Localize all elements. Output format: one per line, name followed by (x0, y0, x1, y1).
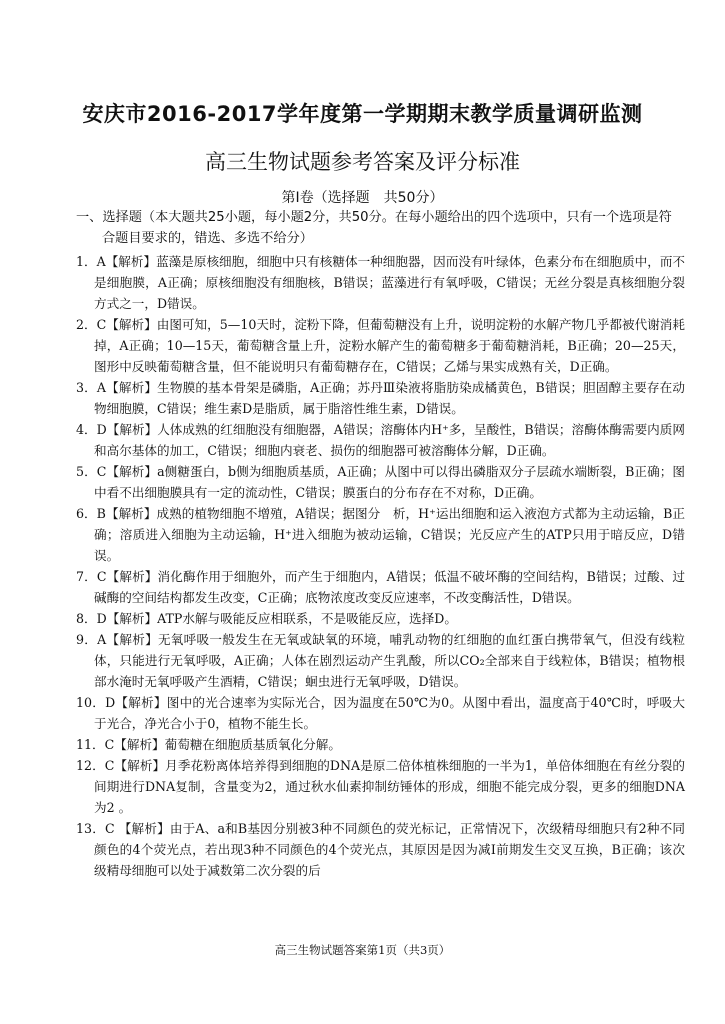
answer-item-9: 9．A【解析】无氧呼吸一般发生在无氧或缺氧的环境，哺乳动物的红细胞的血红蛋白携带氧气，但没有线粒体，只能进行无氧呼吸，A正确；人体在剧烈运动产生乳酸，所以CO₂全部来自于线粒体，B错误；植物根部水淹时无氧呼吸产生酒精，C错误；蛔虫进行无氧呼吸，D错误。 (76, 632, 685, 689)
answer-item-13: 13．C 【解析】由于A、a和B基因分别被3种不同颜色的荧光标记，正常情况下，次级精母细胞只有2种不同颜色的4个荧光点，若出现3种不同颜色的4个荧光点，其原因是因为减Ⅰ前期发生交叉互换，B正确；该次级精母细胞可以处于减数第二次分裂的后 (76, 821, 685, 878)
answer-item-5: 5．C【解析】a侧糖蛋白，b侧为细胞质基质，A正确；从图中可以得出磷脂双分子层疏水端断裂，B正确；图中看不出细胞膜具有一定的流动性，C错误；膜蛋白的分布存在不对称，D正确。 (76, 464, 685, 500)
answer-item-6: 6．B【解析】成熟的植物细胞不增殖，A错误；据图分 析，H⁺运出细胞和运入液泡方式都为主动运输，B正确；溶质进入细胞为主动运输，H⁺进入细胞为被动运输，C错误；光反应产生的ATP只用于暗反应，D错误。 (76, 506, 685, 563)
volume-heading: 第Ⅰ卷（选择题 共50分） (281, 190, 444, 206)
answer-item-2: 2．C【解析】由图可知，5—10天时，淀粉下降，但葡萄糖没有上升，说明淀粉的水解产物几乎都被代谢消耗掉，A正确；10—15天，葡萄糖含量上升，淀粉水解产生的葡萄糖多于葡萄糖消耗，B正确；20—25天，图形中反映葡萄糖含量，但不能说明只有葡萄糖存在，C错误；乙烯与果实成熟有关，D正确。 (76, 317, 685, 374)
page-footer: 高三生物试题答案第1页（共3页） (274, 943, 451, 957)
answer-item-12: 12．C【解析】月季花粉离体培养得到细胞的DNA是原二倍体植株细胞的一半为1，单倍体细胞在有丝分裂的间期进行DNA复制，含量变为2，通过秋水仙素抑制纺锤体的形成，细胞不能完成分裂，更多的细胞DNA为2 。 (76, 758, 685, 815)
page-subtitle: 高三生物试题参考答案及评分标准 (205, 150, 520, 174)
answer-list (76, 251, 685, 881)
answer-item-7: 7．C【解析】消化酶作用于细胞外，而产生于细胞内，A错误；低温不破坏酶的空间结构，B错误；过酸、过碱酶的空间结构都发生改变，C正确；底物浓度改变反应速率，不改变酶活性，D错误。 (76, 569, 685, 605)
answer-item-8: 8．D【解析】ATP水解与吸能反应相联系，不是吸能反应，选择D。 (76, 611, 457, 626)
answer-item-4: 4．D【解析】人体成熟的红细胞没有细胞器，A错误；溶酶体内H⁺多，呈酸性，B错误；溶酶体酶需要内质网和高尔基体的加工，C错误；细胞内衰老、损伤的细胞器可被溶酶体分解，D正确。 (76, 422, 685, 458)
answer-item-10: 10．D【解析】图中的光合速率为实际光合，因为温度在50℃为0。从图中看出，温度高于40℃时，呼吸大于光合，净光合小于0，植物不能生长。 (76, 695, 685, 731)
page-title: 安庆市2016-2017学年度第一学期期末教学质量调研监测 (82, 102, 643, 126)
section-heading: 一、选择题（本大题共25小题，每小题2分，共50分。在每小题给出的四个选项中，只有一个选项是符合题目要求的，错选、多选不给分） (76, 210, 672, 246)
answer-item-11: 11．C【解析】葡萄糖在细胞质基质氧化分解。 (76, 737, 341, 752)
answer-item-3: 3．A【解析】生物膜的基本骨架是磷脂，A正确；苏丹Ⅲ染液将脂肪染成橘黄色，B错误；胆固醇主要存在动物细胞膜，C错误；维生素D是脂质，属于脂溶性维生素，D错误。 (76, 380, 685, 416)
answer-item-1: 1．A【解析】蓝藻是原核细胞，细胞中只有核糖体一种细胞器，因而没有叶绿体，色素分布在细胞质中，而不是细胞膜，A正确；原核细胞没有细胞核，B错误；蓝藻进行有氧呼吸，C错误；无丝分裂是真核细胞分裂方式之一，D错误。 (76, 254, 686, 311)
